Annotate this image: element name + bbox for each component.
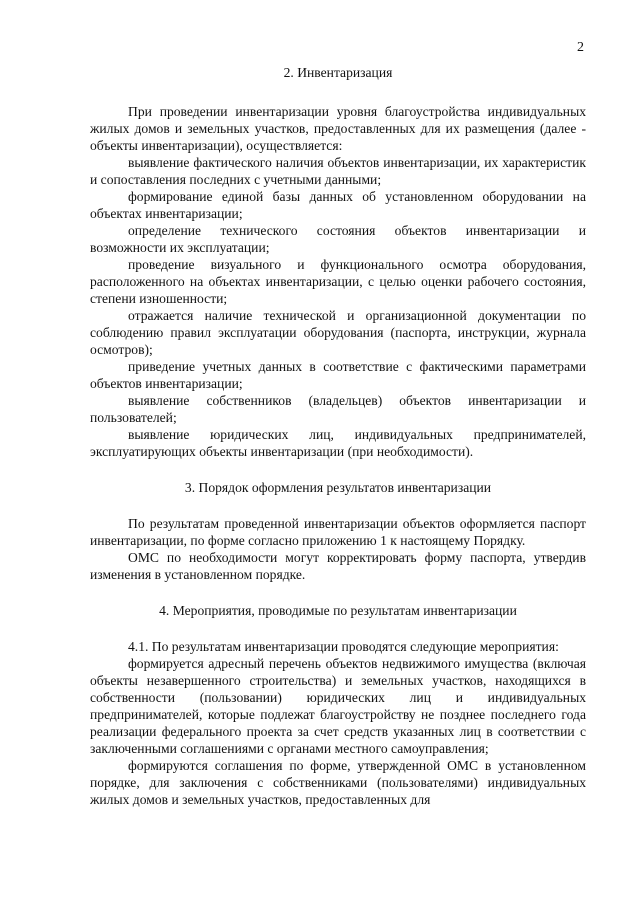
paragraph: выявление собственников (владельцев) объектов инвентаризации и пользователей; <box>90 393 586 425</box>
paragraph: По результатам проведенной инвентаризации объектов оформляется паспорт инвентаризации, по форме согласно приложению 1 к настоящему Порядку. <box>90 516 586 548</box>
paragraph: формирование единой базы данных об установленном оборудовании на объектах инвентаризации; <box>90 189 586 221</box>
paragraph: ОМС по необходимости могут корректировать форму паспорта, утвердив изменения в установленном порядке. <box>90 550 586 582</box>
paragraph: приведение учетных данных в соответствие с фактическими параметрами объектов инвентаризации; <box>90 359 586 391</box>
paragraph: отражается наличие технической и организационной документации по соблюдению правил эксплуатации оборудования (паспорта, инструкции, журнала осмотров); <box>90 308 586 357</box>
paragraph: выявление юридических лиц, индивидуальных предпринимателей, эксплуатирующих объекты инвентаризации (при необходимости). <box>90 427 586 459</box>
page-number: 2 <box>577 40 584 55</box>
paragraph: формируется адресный перечень объектов недвижимого имущества (включая объекты незавершенного строительства) и земельных участков, находящихся в собственности (пользовании) юридических лиц и индивидуальных предпринимателей, которые подлежат благоустройству не позднее последнего года реализации федерального проекта за счет средств указанных лиц в соответствии с заключенными соглашениями с органами местного самоуправления; <box>90 656 586 756</box>
section-heading-results: 3. Порядок оформления результатов инвентаризации <box>184 480 492 495</box>
paragraph: При проведении инвентаризации уровня благоустройства индивидуальных жилых домов и земельных участков, предоставленных для их размещения (далее - объекты инвентаризации), осуществляется: <box>90 104 586 153</box>
paragraph: формируются соглашения по форме, утвержденной ОМС в установленном порядке, для заключения с собственниками (пользователями) индивидуальных жилых домов и земельных участков, предоставленных для <box>90 758 586 807</box>
paragraph: определение технического состояния объектов инвентаризации и возможности их эксплуатации; <box>90 223 586 255</box>
paragraph: 4.1. По результатам инвентаризации проводятся следующие мероприятия: <box>128 639 559 654</box>
section-heading-inventory: 2. Инвентаризация <box>283 65 393 80</box>
paragraph: выявление фактического наличия объектов инвентаризации, их характеристик и сопоставления последних с учетными данными; <box>90 155 586 187</box>
paragraph: проведение визуального и функционального осмотра оборудования, расположенного на объектах инвентаризации, с целью оценки рабочего состояния, степени изношенности; <box>90 257 586 306</box>
section-heading-measures: 4. Мероприятия, проводимые по результатам инвентаризации <box>159 603 517 618</box>
document-body <box>90 60 586 808</box>
